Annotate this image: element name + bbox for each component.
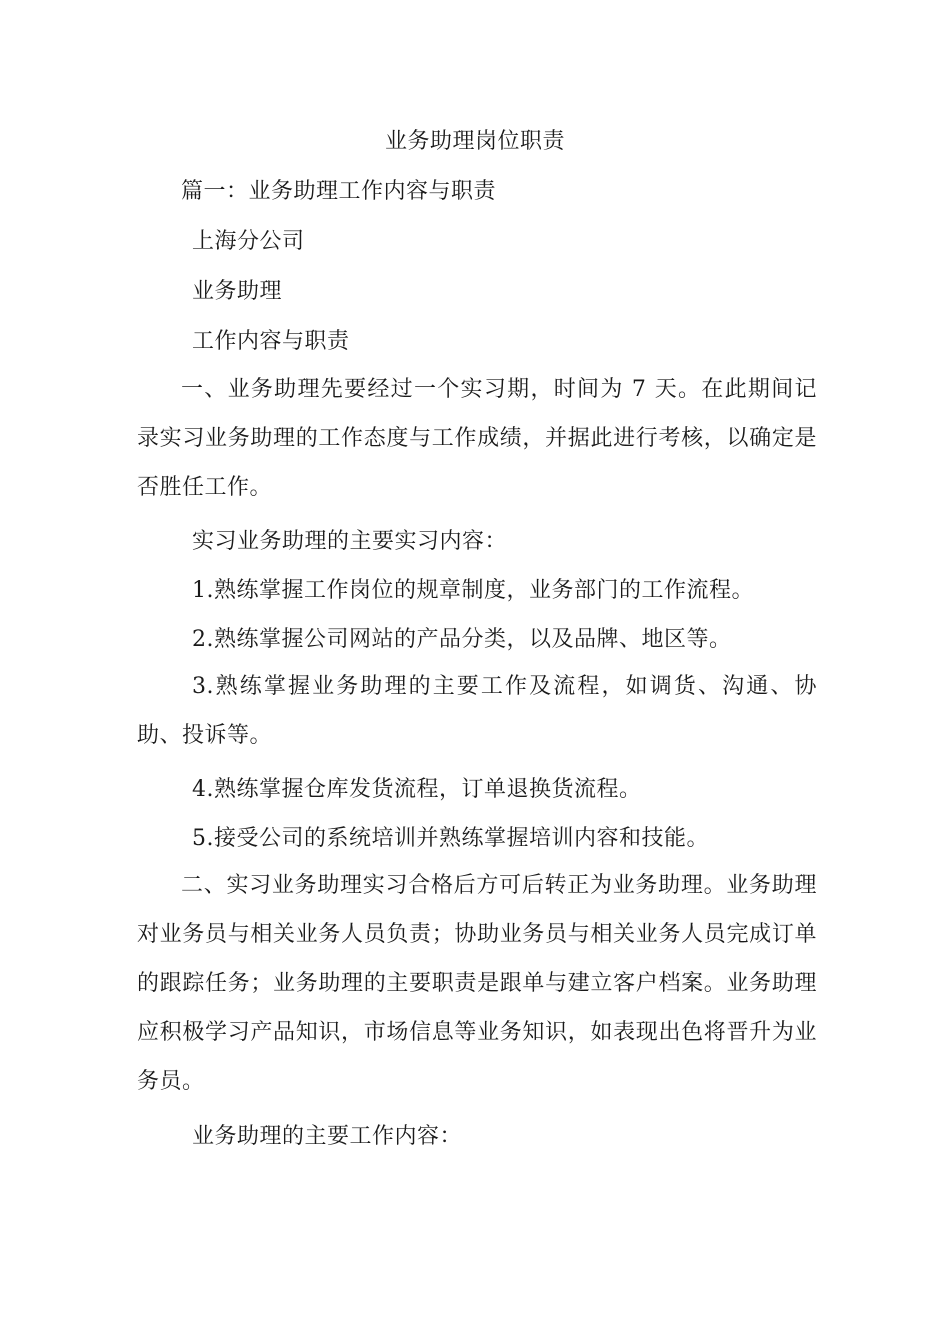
- list-item-1: 1.熟练掌握工作岗位的规章制度，业务部门的工作流程。: [192, 578, 754, 603]
- paragraph-probation: 一、业务助理先要经过一个实习期，时间为 7 天。在此期间记录实习业务助理的工作态度与工作成绩，并据此进行考核，以确定是否胜任工作。: [137, 377, 817, 500]
- chapter-heading: 篇一：业务助理工作内容与职责: [181, 179, 497, 204]
- main-work-heading: 业务助理的主要工作内容：: [192, 1124, 463, 1149]
- intern-content-heading: 实习业务助理的主要实习内容：: [192, 529, 508, 554]
- list-item-4: 4.熟练掌握仓库发货流程，订单退换货流程。: [192, 777, 642, 802]
- section-heading: 工作内容与职责: [192, 329, 350, 354]
- paragraph-promotion: 二、实习业务助理实习合格后方可后转正为业务助理。业务助理对业务员与相关业务人员负责；协助业务员与相关业务人员完成订单的跟踪任务；业务助理的主要职责是跟单与建立客户档案。业务助理应积极学习产品知识，市场信息等业务知识，如表现出色将晋升为业务员。: [137, 873, 817, 1094]
- list-item-3: 3.熟练掌握业务助理的主要工作及流程，如调货、沟通、协助、投诉等。: [137, 674, 817, 748]
- position-name: 业务助理: [192, 279, 283, 304]
- list-item-5: 5.接受公司的系统培训并熟练掌握培训内容和技能。: [192, 826, 709, 851]
- list-item-2: 2.熟练掌握公司网站的产品分类，以及品牌、地区等。: [192, 627, 732, 652]
- document-title: 业务助理岗位职责: [384, 129, 565, 154]
- company-name: 上海分公司: [192, 229, 305, 254]
